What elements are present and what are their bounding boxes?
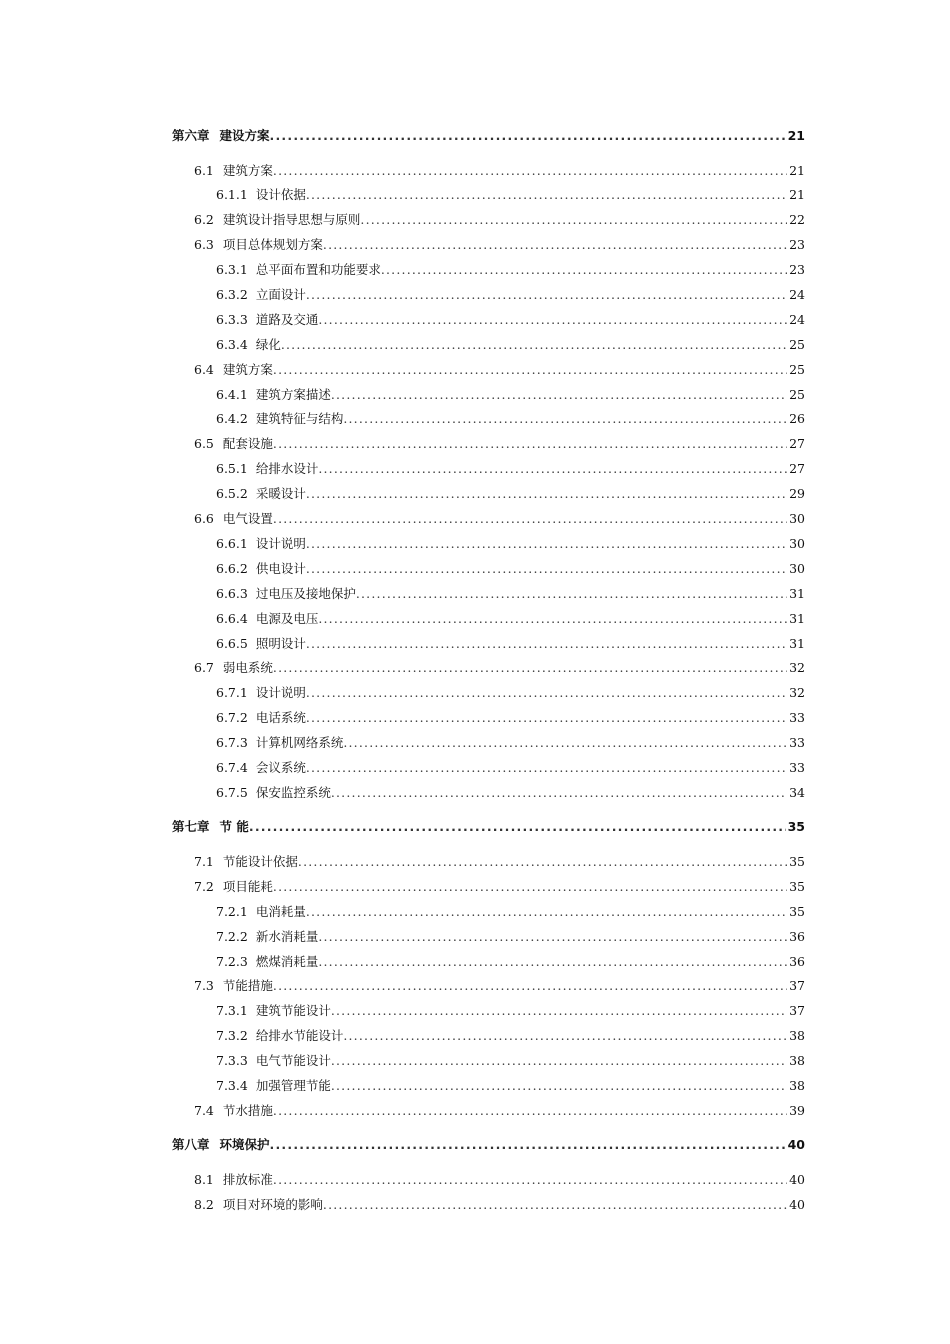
dot-leader bbox=[331, 1077, 787, 1095]
dot-leader bbox=[306, 485, 787, 503]
toc-entry-page-number: 33 bbox=[789, 735, 805, 750]
toc-entry-number: 6.6.1 bbox=[216, 536, 248, 551]
toc-entry[interactable] bbox=[216, 585, 805, 603]
toc-entry-page-number: 27 bbox=[789, 436, 805, 451]
dot-leader bbox=[306, 560, 787, 578]
toc-entry-title: 建设方案 bbox=[219, 128, 270, 143]
toc-entry-page-number: 32 bbox=[789, 685, 805, 700]
toc-entry-title: 会议系统 bbox=[255, 760, 306, 775]
dot-leader bbox=[306, 535, 787, 553]
toc-entry-title: 建筑方案 bbox=[222, 163, 273, 178]
dot-leader bbox=[273, 162, 787, 180]
toc-entry-number: 7.3.3 bbox=[216, 1053, 248, 1068]
toc-entry-number: 7.2 bbox=[194, 879, 214, 894]
toc-entry-number: 6.5.2 bbox=[216, 486, 248, 501]
toc-entry[interactable] bbox=[216, 186, 805, 204]
dot-leader bbox=[306, 286, 787, 304]
toc-entry-page-number: 30 bbox=[789, 511, 805, 526]
toc-entry[interactable] bbox=[216, 903, 805, 921]
toc-entry-page-number: 24 bbox=[789, 312, 805, 327]
toc-entry-title: 新水消耗量 bbox=[255, 929, 319, 944]
toc-entry[interactable] bbox=[216, 759, 805, 777]
toc-entry-number: 6.7.1 bbox=[216, 685, 248, 700]
toc-entry-title: 设计说明 bbox=[255, 685, 306, 700]
toc-entry[interactable] bbox=[216, 1052, 805, 1070]
dot-leader bbox=[343, 1027, 787, 1045]
toc-entry[interactable] bbox=[194, 211, 805, 229]
toc-entry[interactable] bbox=[216, 460, 805, 478]
dot-leader bbox=[273, 977, 787, 995]
toc-entry-title: 配套设施 bbox=[222, 436, 273, 451]
toc-entry-number: 7.1 bbox=[194, 854, 214, 869]
toc-entry-title: 给排水节能设计 bbox=[255, 1028, 344, 1043]
toc-entry-page-number: 21 bbox=[789, 187, 805, 202]
dot-leader bbox=[323, 236, 787, 254]
toc-entry-title: 建筑特征与结构 bbox=[255, 411, 344, 426]
toc-entry-title: 加强管理节能 bbox=[255, 1078, 331, 1093]
toc-chapter-entry[interactable] bbox=[172, 127, 805, 145]
toc-entry-title: 项目对环境的影响 bbox=[222, 1197, 323, 1212]
toc-entry[interactable] bbox=[216, 635, 805, 653]
toc-entry-page-number: 21 bbox=[789, 163, 805, 178]
toc-entry[interactable] bbox=[194, 1196, 805, 1214]
toc-entry-page-number: 35 bbox=[789, 854, 805, 869]
toc-entry-title: 节水措施 bbox=[222, 1103, 273, 1118]
toc-entry-page-number: 38 bbox=[789, 1028, 805, 1043]
toc-entry-title: 电气设置 bbox=[222, 511, 273, 526]
toc-entry-number: 6.4 bbox=[194, 362, 214, 377]
toc-entry[interactable] bbox=[216, 610, 805, 628]
toc-entry-page-number: 31 bbox=[789, 586, 805, 601]
toc-entry[interactable] bbox=[216, 311, 805, 329]
toc-entry-number: 7.2.1 bbox=[216, 904, 248, 919]
toc-entry-page-number: 30 bbox=[789, 536, 805, 551]
toc-entry[interactable] bbox=[216, 485, 805, 503]
toc-entry-number: 第六章 bbox=[172, 128, 210, 143]
toc-entry[interactable] bbox=[216, 286, 805, 304]
dot-leader bbox=[381, 261, 787, 279]
toc-entry-page-number: 40 bbox=[787, 1137, 805, 1152]
toc-entry-title: 弱电系统 bbox=[222, 660, 273, 675]
toc-entry[interactable] bbox=[216, 684, 805, 702]
toc-entry[interactable] bbox=[216, 953, 805, 971]
toc-entry-page-number: 33 bbox=[789, 760, 805, 775]
toc-entry-page-number: 25 bbox=[789, 362, 805, 377]
toc-entry-number: 7.3.2 bbox=[216, 1028, 248, 1043]
toc-entry-number: 第八章 bbox=[172, 1137, 210, 1152]
toc-chapter-entry[interactable] bbox=[172, 818, 805, 836]
toc-entry-page-number: 32 bbox=[789, 660, 805, 675]
toc-entry[interactable] bbox=[194, 162, 805, 180]
toc-entry-number: 6.6.2 bbox=[216, 561, 248, 576]
toc-entry[interactable] bbox=[216, 1077, 805, 1095]
toc-entry-number: 7.2.3 bbox=[216, 954, 248, 969]
toc-entry-title: 照明设计 bbox=[255, 636, 306, 651]
toc-entry-title: 建筑方案 bbox=[222, 362, 273, 377]
toc-entry-page-number: 29 bbox=[789, 486, 805, 501]
toc-entry-title: 电源及电压 bbox=[255, 611, 319, 626]
toc-entry-page-number: 39 bbox=[789, 1103, 805, 1118]
dot-leader bbox=[306, 903, 787, 921]
toc-entry-page-number: 27 bbox=[789, 461, 805, 476]
toc-entry[interactable] bbox=[194, 510, 805, 528]
toc-entry-title: 建筑设计指导思想与原则 bbox=[222, 212, 361, 227]
dot-leader bbox=[273, 878, 787, 896]
toc-entry-page-number: 33 bbox=[789, 710, 805, 725]
dot-leader bbox=[273, 510, 787, 528]
toc-entry[interactable] bbox=[194, 361, 805, 379]
toc-entry-title: 保安监控系统 bbox=[255, 785, 331, 800]
toc-entry-number: 6.2 bbox=[194, 212, 214, 227]
dot-leader bbox=[331, 1052, 787, 1070]
toc-entry-number: 6.1.1 bbox=[216, 187, 248, 202]
dot-leader bbox=[323, 1196, 787, 1214]
toc-entry-title: 燃煤消耗量 bbox=[255, 954, 319, 969]
toc-entry-title: 建筑方案描述 bbox=[255, 387, 331, 402]
toc-entry-number: 6.3.2 bbox=[216, 287, 248, 302]
toc-entry-page-number: 34 bbox=[789, 785, 805, 800]
toc-entry-title: 设计依据 bbox=[255, 187, 306, 202]
dot-leader bbox=[270, 1136, 786, 1154]
toc-entry-number: 6.4.1 bbox=[216, 387, 248, 402]
toc-entry-number: 6.1 bbox=[194, 163, 214, 178]
toc-entry[interactable] bbox=[216, 336, 805, 354]
dot-leader bbox=[360, 211, 787, 229]
toc-entry-page-number: 36 bbox=[789, 929, 805, 944]
toc-entry-page-number: 36 bbox=[789, 954, 805, 969]
toc-entry-number: 第七章 bbox=[172, 819, 210, 834]
toc-entry-page-number: 35 bbox=[789, 904, 805, 919]
toc-entry-page-number: 31 bbox=[789, 611, 805, 626]
dot-leader bbox=[273, 1102, 787, 1120]
toc-entry-number: 7.3 bbox=[194, 978, 214, 993]
toc-entry[interactable] bbox=[216, 709, 805, 727]
dot-leader bbox=[356, 585, 787, 603]
dot-leader bbox=[331, 386, 787, 404]
toc-entry-number: 8.1 bbox=[194, 1172, 214, 1187]
dot-leader bbox=[318, 953, 787, 971]
toc-entry-page-number: 24 bbox=[789, 287, 805, 302]
toc-entry-number: 6.6.3 bbox=[216, 586, 248, 601]
dot-leader bbox=[270, 127, 786, 145]
toc-entry-title: 道路及交通 bbox=[255, 312, 319, 327]
toc-entry-number: 6.5.1 bbox=[216, 461, 248, 476]
toc-entry[interactable] bbox=[194, 1102, 805, 1120]
dot-leader bbox=[318, 460, 787, 478]
toc-entry-title: 节能措施 bbox=[222, 978, 273, 993]
dot-leader bbox=[273, 659, 787, 677]
toc-entry-number: 6.7 bbox=[194, 660, 214, 675]
dot-leader bbox=[281, 336, 787, 354]
toc-entry-title: 节能设计依据 bbox=[222, 854, 298, 869]
dot-leader bbox=[273, 1171, 787, 1189]
dot-leader bbox=[298, 853, 787, 871]
dot-leader bbox=[331, 1002, 787, 1020]
toc-entry-title: 供电设计 bbox=[255, 561, 306, 576]
toc-entry[interactable] bbox=[194, 236, 805, 254]
toc-entry-title: 设计说明 bbox=[255, 536, 306, 551]
toc-entry-number: 7.3.4 bbox=[216, 1078, 248, 1093]
toc-entry-page-number: 37 bbox=[789, 978, 805, 993]
dot-leader bbox=[306, 684, 787, 702]
toc-entry-number: 6.5 bbox=[194, 436, 214, 451]
toc-entry-title: 电消耗量 bbox=[255, 904, 306, 919]
dot-leader bbox=[318, 928, 787, 946]
toc-entry-number: 8.2 bbox=[194, 1197, 214, 1212]
toc-entry[interactable] bbox=[194, 853, 805, 871]
toc-entry[interactable] bbox=[194, 659, 805, 677]
toc-entry-title: 建筑节能设计 bbox=[255, 1003, 331, 1018]
dot-leader bbox=[249, 818, 786, 836]
toc-entry[interactable] bbox=[194, 435, 805, 453]
toc-entry[interactable] bbox=[194, 878, 805, 896]
dot-leader bbox=[306, 709, 787, 727]
toc-entry-title: 排放标准 bbox=[222, 1172, 273, 1187]
toc-entry[interactable] bbox=[216, 734, 805, 752]
dot-leader bbox=[343, 734, 787, 752]
toc-entry-page-number: 35 bbox=[787, 819, 805, 834]
toc-entry-page-number: 26 bbox=[789, 411, 805, 426]
dot-leader bbox=[318, 610, 787, 628]
toc-entry-page-number: 40 bbox=[789, 1197, 805, 1212]
toc-entry-page-number: 21 bbox=[787, 128, 805, 143]
toc-entry-page-number: 35 bbox=[789, 879, 805, 894]
toc-entry[interactable] bbox=[216, 535, 805, 553]
toc-entry-number: 6.7.5 bbox=[216, 785, 248, 800]
dot-leader bbox=[331, 784, 787, 802]
toc-entry-number: 7.4 bbox=[194, 1103, 214, 1118]
toc-entry-number: 6.6 bbox=[194, 511, 214, 526]
toc-entry-page-number: 23 bbox=[789, 237, 805, 252]
toc-entry[interactable] bbox=[216, 410, 805, 428]
dot-leader bbox=[306, 635, 787, 653]
toc-entry-page-number: 37 bbox=[789, 1003, 805, 1018]
toc-entry[interactable] bbox=[194, 1171, 805, 1189]
toc-entry-number: 7.3.1 bbox=[216, 1003, 248, 1018]
toc-entry-title: 绿化 bbox=[255, 337, 281, 352]
toc-entry-number: 6.6.5 bbox=[216, 636, 248, 651]
dot-leader bbox=[306, 186, 787, 204]
toc-entry-number: 6.7.2 bbox=[216, 710, 248, 725]
toc-entry-page-number: 25 bbox=[789, 387, 805, 402]
toc-entry-number: 7.2.2 bbox=[216, 929, 248, 944]
dot-leader bbox=[273, 435, 787, 453]
toc-entry-number: 6.6.4 bbox=[216, 611, 248, 626]
toc-entry-page-number: 30 bbox=[789, 561, 805, 576]
toc-entry-page-number: 23 bbox=[789, 262, 805, 277]
toc-entry-page-number: 40 bbox=[789, 1172, 805, 1187]
toc-entry-page-number: 38 bbox=[789, 1078, 805, 1093]
toc-entry-number: 6.3.3 bbox=[216, 312, 248, 327]
toc-entry-number: 6.3.4 bbox=[216, 337, 248, 352]
dot-leader bbox=[273, 361, 787, 379]
toc-entry-page-number: 22 bbox=[789, 212, 805, 227]
toc-entry[interactable] bbox=[216, 1027, 805, 1045]
toc-entry-number: 6.7.3 bbox=[216, 735, 248, 750]
toc-entry-number: 6.3.1 bbox=[216, 262, 248, 277]
toc-entry-title: 给排水设计 bbox=[255, 461, 319, 476]
toc-entry-page-number: 31 bbox=[789, 636, 805, 651]
toc-entry-title: 电气节能设计 bbox=[255, 1053, 331, 1068]
toc-entry-title: 计算机网络系统 bbox=[255, 735, 344, 750]
toc-entry-title: 环境保护 bbox=[219, 1137, 270, 1152]
toc-entry-number: 6.7.4 bbox=[216, 760, 248, 775]
toc-entry-number: 6.3 bbox=[194, 237, 214, 252]
toc-entry-page-number: 25 bbox=[789, 337, 805, 352]
toc-entry-title: 采暖设计 bbox=[255, 486, 306, 501]
toc-entry[interactable] bbox=[216, 1002, 805, 1020]
toc-entry[interactable] bbox=[216, 928, 805, 946]
dot-leader bbox=[306, 759, 787, 777]
toc-entry-title: 立面设计 bbox=[255, 287, 306, 302]
toc-entry[interactable] bbox=[216, 560, 805, 578]
toc-entry-title: 过电压及接地保护 bbox=[255, 586, 356, 601]
dot-leader bbox=[343, 410, 787, 428]
toc-entry-title: 节 能 bbox=[219, 819, 249, 834]
toc-entry[interactable] bbox=[194, 977, 805, 995]
toc-entry[interactable] bbox=[216, 784, 805, 802]
toc-entry-title: 项目总体规划方案 bbox=[222, 237, 323, 252]
toc-chapter-entry[interactable] bbox=[172, 1136, 805, 1154]
dot-leader bbox=[318, 311, 787, 329]
toc-entry-number: 6.4.2 bbox=[216, 411, 248, 426]
toc-entry[interactable] bbox=[216, 261, 805, 279]
toc-entry-page-number: 38 bbox=[789, 1053, 805, 1068]
toc-entry-title: 总平面布置和功能要求 bbox=[255, 262, 381, 277]
toc-entry-title: 项目能耗 bbox=[222, 879, 273, 894]
toc-entry-title: 电话系统 bbox=[255, 710, 306, 725]
toc-entry[interactable] bbox=[216, 386, 805, 404]
